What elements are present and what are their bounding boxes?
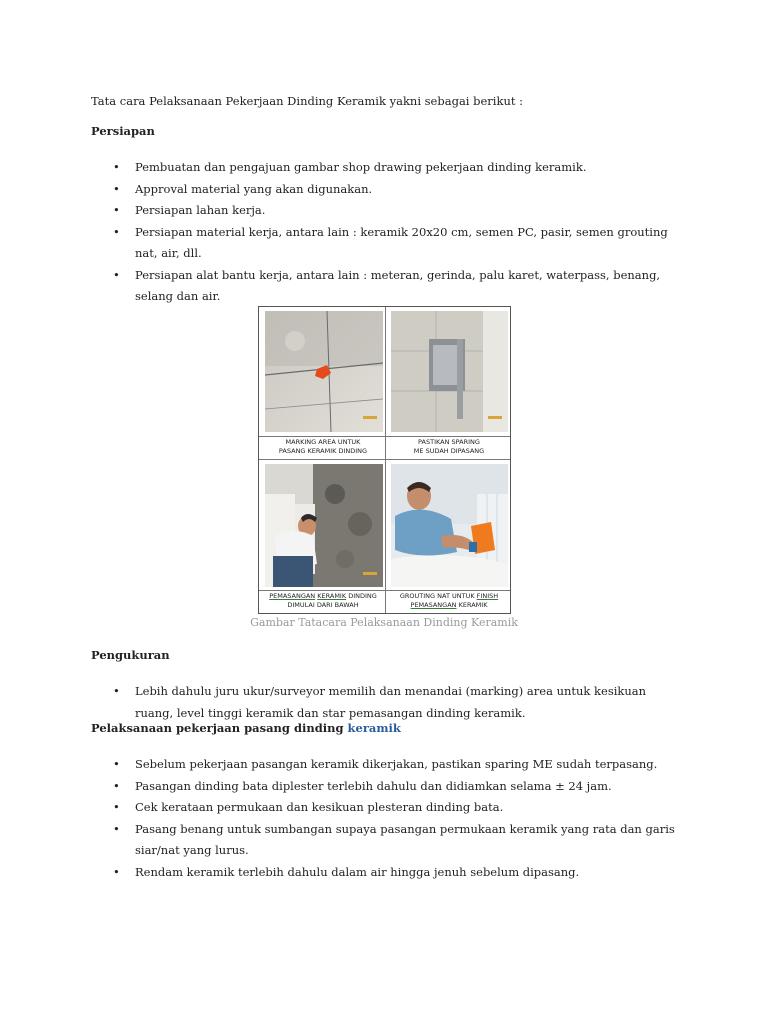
list-item: • Pasangan dinding bata diplester terlebih dahulu dan didiamkan selama ± 24 jam.	[91, 776, 681, 798]
bullet-icon: •	[113, 778, 120, 793]
bullet-icon: •	[113, 267, 120, 282]
photo-grouting	[391, 464, 508, 587]
heading-pengukuran: Pengukuran	[91, 648, 170, 662]
bullet-icon: •	[113, 160, 120, 174]
heading-pelaksanaan: Pelaksanaan pekerjaan pasang dinding keramik	[91, 721, 401, 735]
list-item: • Pasang benang untuk sumbangan supaya pasangan permukaan keramik yang rata dan garis siar/nat yang lurus.	[91, 819, 681, 862]
caption-installing: PEMASANGAN KERAMIK DINDING DIMULAI DARI BAWAH	[269, 592, 377, 609]
grid-divider	[259, 459, 510, 460]
grid-divider	[259, 590, 510, 591]
intro-text: Tata cara Pelaksanaan Pekerjaan Dinding Keramik yakni sebagai berikut :	[91, 94, 524, 108]
list-item: • Cek kerataan permukaan dan kesikuan plesteran dinding bata.	[91, 797, 681, 819]
figure-caption: Gambar Tatacara Pelaksanaan Dinding Keramik	[250, 616, 518, 629]
caption-grouting: GROUTING NAT UNTUK FINISH PEMASANGAN KERAMIK	[399, 592, 499, 609]
photo-marking-area	[265, 311, 383, 432]
list-item: • Persiapan material kerja, antara lain : keramik 20x20 cm, semen PC, pasir, semen grouting nat, air, dll.	[91, 222, 681, 265]
bullet-icon: •	[113, 181, 120, 196]
caption-marking: MARKING AREA UNTUK PASANG KERAMIK DINDING	[278, 438, 368, 455]
keramik-link[interactable]: keramik	[347, 721, 401, 735]
bullet-icon: •	[113, 800, 120, 814]
persiapan-list	[91, 157, 681, 308]
list-item: • Approval material yang akan digunakan.	[91, 179, 681, 201]
heading-persiapan: Persiapan	[91, 124, 155, 138]
pelaksanaan-list	[91, 754, 681, 883]
bullet-icon: •	[113, 684, 120, 698]
list-item: • Pembuatan dan pengajuan gambar shop drawing pekerjaan dinding keramik.	[91, 157, 681, 179]
bullet-icon: •	[113, 203, 120, 217]
list-item: • Lebih dahulu juru ukur/surveyor memilih dan menandai (marking) area untuk kesikuan ruang, level tinggi keramik dan star pemasangan dinding keramik.	[91, 681, 681, 724]
bullet-icon: •	[113, 821, 120, 836]
grid-divider	[385, 307, 386, 613]
date-stamp	[488, 416, 502, 419]
caption-sparing: PASTIKAN SPARING ME SUDAH DIPASANG	[413, 438, 485, 455]
bullet-icon: •	[113, 224, 120, 239]
date-stamp	[363, 416, 377, 419]
bullet-icon: •	[113, 864, 120, 879]
list-item: • Persiapan alat bantu kerja, antara lain : meteran, gerinda, palu karet, waterpass, benang, selang dan air.	[91, 265, 681, 308]
bullet-icon: •	[113, 757, 120, 771]
photo-installing-tiles	[265, 464, 383, 587]
list-item: • Rendam keramik terlebih dahulu dalam air hingga jenuh sebelum dipasang.	[91, 862, 681, 884]
list-item: • Sebelum pekerjaan pasangan keramik dikerjakan, pastikan sparing ME sudah terpasang.	[91, 754, 681, 776]
date-stamp	[363, 572, 377, 575]
pengukuran-list	[91, 681, 681, 724]
procedure-figure	[258, 306, 511, 614]
list-item: • Persiapan lahan kerja.	[91, 200, 681, 222]
photo-sparing-me	[391, 311, 508, 432]
